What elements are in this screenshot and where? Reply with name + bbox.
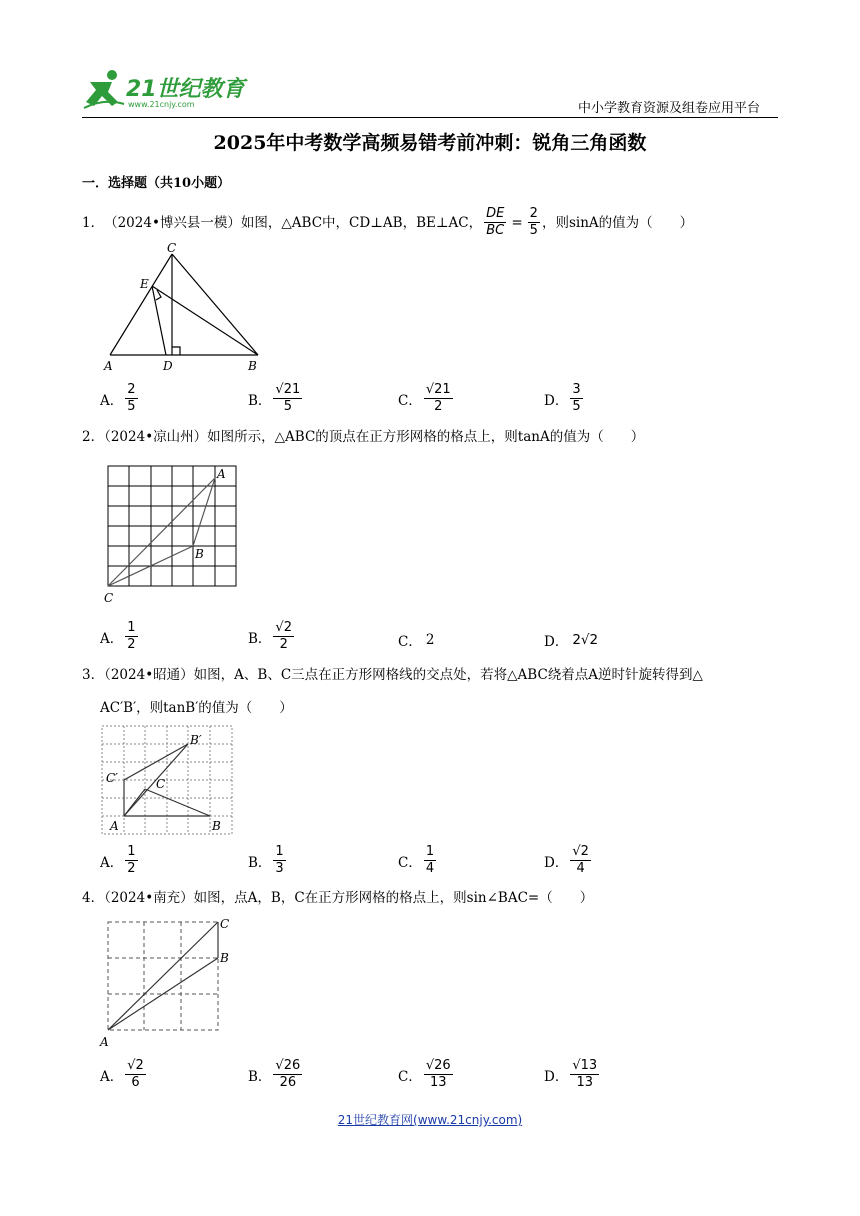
- question-3-stem-line2: AC′B′，则tanB′的值为（ ）: [100, 700, 293, 716]
- question-4-stem: 4．（2024•南充）如图，点A，B，C在正方形网格的格点上，则sin∠BAC=（ ）: [82, 890, 594, 906]
- option-d[interactable]: D． $\frac{√2}{4}$: [544, 844, 589, 876]
- svg-text:A: A: [100, 1035, 109, 1049]
- question-4-options: [100, 1058, 800, 1096]
- svg-text:B: B: [248, 359, 257, 373]
- svg-text:A: A: [217, 467, 226, 481]
- question-3-stem: 3．（2024•昭通）如图，A、B、C三点在正方形网格线的交点处，若将△ABC绕着点A逆时针旋转得到△: [82, 667, 703, 683]
- svg-text:A: A: [110, 819, 119, 833]
- runner-icon: [82, 68, 126, 110]
- option-d[interactable]: D． $\frac{3}{5}$: [544, 382, 581, 414]
- section-heading: 一．选择题（共10小题）: [82, 176, 231, 191]
- option-b[interactable]: B． $\frac{1}{3}$: [248, 844, 284, 876]
- option-c[interactable]: C． $\frac{1}{4}$: [398, 844, 435, 876]
- option-d[interactable]: D． 2√2: [544, 632, 599, 650]
- logo-subtext: www.21cnjy.com: [128, 100, 195, 109]
- svg-text:B: B: [220, 951, 229, 965]
- svg-text:A: A: [104, 359, 113, 373]
- svg-text:C: C: [156, 777, 166, 791]
- option-b[interactable]: B． $\frac{√2}{2}$: [248, 620, 292, 652]
- option-c[interactable]: C． $\frac{√21}{2}$: [398, 382, 451, 414]
- svg-text:B: B: [212, 819, 221, 833]
- question-1-figure: [100, 240, 270, 376]
- footer-link[interactable]: 21世纪教育网(www.21cnjy.com): [337, 1113, 523, 1127]
- option-d[interactable]: D． $\frac{√13}{13}$: [544, 1058, 598, 1090]
- question-1-stem: 1． （2024•博兴县一模） 如图，△ABC中，CD⊥AB，BE⊥AC， $\frac{DE}{BC}$ = $\frac{2}{5}$ ，则sinA的值为（ ）: [82, 206, 694, 238]
- question-3-figure: [98, 722, 238, 838]
- page-title: 2025年中考数学高频易错考前冲刺：锐角三角函数: [213, 132, 647, 154]
- svg-text:C: C: [104, 591, 114, 605]
- option-a[interactable]: A． $\frac{1}{2}$: [100, 620, 136, 652]
- option-b[interactable]: B． $\frac{√21}{5}$: [248, 382, 301, 414]
- question-2-stem: 2．（2024•凉山州）如图所示，△ABC的顶点在正方形网格的格点上，则tanA的值为（ ）: [82, 429, 645, 445]
- svg-text:E: E: [140, 277, 149, 291]
- svg-text:C′: C′: [106, 771, 118, 785]
- option-a[interactable]: A． $\frac{1}{2}$: [100, 844, 136, 876]
- question-2-options: [100, 620, 800, 658]
- svg-text:B′: B′: [190, 733, 202, 747]
- svg-text:C: C: [167, 241, 177, 255]
- option-a[interactable]: A． $\frac{√2}{6}$: [100, 1058, 144, 1090]
- logo: [82, 68, 252, 116]
- option-c[interactable]: C． 2: [398, 632, 435, 650]
- question-3-options: [100, 844, 800, 882]
- question-1-options: [100, 382, 800, 420]
- header-rule: [82, 117, 778, 118]
- logo-text: 21世纪教育: [126, 77, 245, 102]
- header-right-text: 中小学教育资源及组卷应用平台: [578, 101, 761, 116]
- svg-text:D: D: [163, 359, 173, 373]
- option-b[interactable]: B． $\frac{√26}{26}$: [248, 1058, 301, 1090]
- svg-text:C: C: [220, 917, 230, 931]
- svg-text:B: B: [195, 547, 204, 561]
- option-a[interactable]: A． $\frac{2}{5}$: [100, 382, 136, 414]
- option-c[interactable]: C． $\frac{√26}{13}$: [398, 1058, 451, 1090]
- question-4-figure: [98, 914, 238, 1050]
- question-2-figure: [100, 458, 250, 608]
